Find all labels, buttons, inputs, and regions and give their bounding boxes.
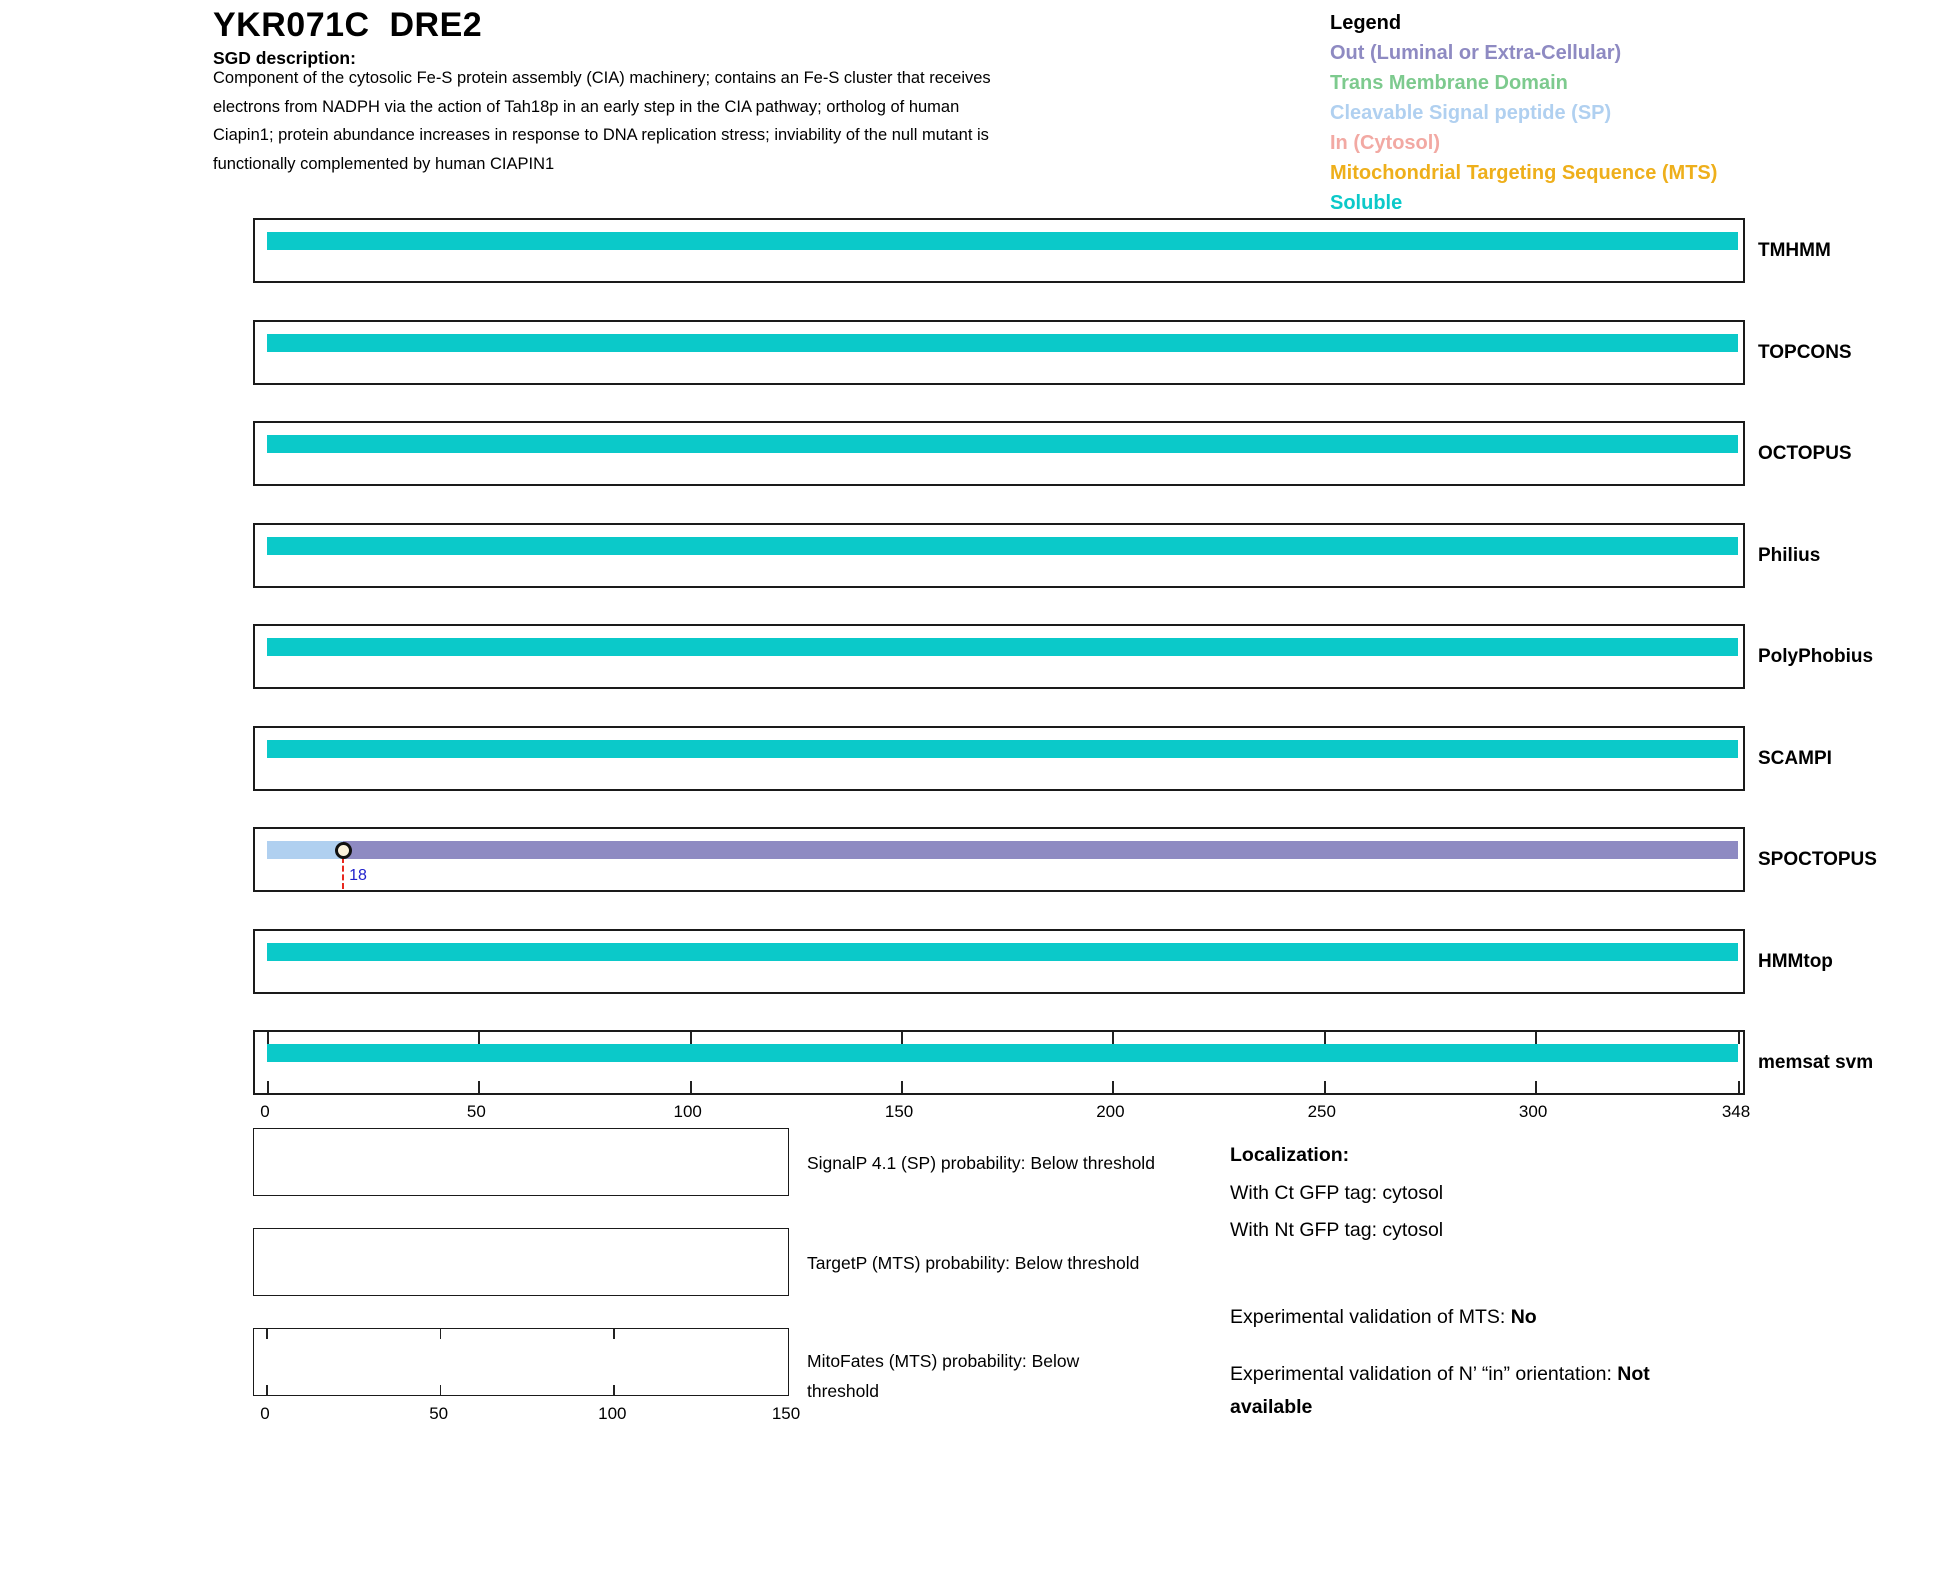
orientation-validation-prefix: Experimental validation of N’ “in” orientation: bbox=[1230, 1363, 1618, 1385]
signal-peptide-cut-marker bbox=[335, 842, 352, 859]
sgd-description-label: SGD description: bbox=[213, 48, 356, 68]
probability-axis-label-100: 100 bbox=[598, 1404, 627, 1423]
axis-tick-top bbox=[690, 1032, 692, 1044]
legend-items bbox=[1330, 38, 1717, 218]
track-label-hmmtop: HMMtop bbox=[1758, 950, 1833, 972]
residue-axis-label-300: 300 bbox=[1518, 1102, 1548, 1121]
residue-axis-label-150: 150 bbox=[884, 1102, 914, 1121]
probability-label-mitofates: MitoFates (MTS) probability: Below threshold bbox=[807, 1351, 1080, 1401]
probability-label-signalp: SignalP 4.1 (SP) probability: Below threshold bbox=[807, 1153, 1155, 1173]
mts-validation-value: No bbox=[1510, 1306, 1537, 1328]
segment-soluble-philius bbox=[267, 537, 1738, 555]
localization-line-2: With Nt GFP tag: cytosol bbox=[1230, 1219, 1444, 1241]
axis-tick-bottom bbox=[1324, 1081, 1326, 1093]
legend-item-trans-membrane-domain: Trans Membrane Domain bbox=[1330, 72, 1568, 94]
signal-peptide-cut-label: 18 bbox=[349, 867, 367, 884]
segment-soluble-octopus bbox=[267, 435, 1738, 453]
track-label-scampi: SCAMPI bbox=[1758, 747, 1832, 769]
residue-axis-label-50: 50 bbox=[466, 1102, 486, 1121]
track-box-spoctopus bbox=[253, 827, 1745, 892]
legend-title: Legend bbox=[1330, 12, 1402, 34]
signal-peptide-cut-line bbox=[342, 857, 344, 889]
track-label-octopus: OCTOPUS bbox=[1758, 443, 1852, 464]
axis-tick-bottom bbox=[1738, 1081, 1740, 1093]
prob-tick-bottom bbox=[440, 1385, 442, 1395]
localization-line-1: With Ct GFP tag: cytosol bbox=[1230, 1182, 1444, 1204]
residue-axis-label-200: 200 bbox=[1096, 1102, 1125, 1121]
probability-box-targetp bbox=[253, 1228, 789, 1296]
track-label-philius: Philius bbox=[1758, 544, 1821, 566]
axis-tick-bottom bbox=[1535, 1081, 1537, 1093]
probability-box-mitofates bbox=[253, 1328, 789, 1396]
residue-axis-label-348: 348 bbox=[1721, 1102, 1751, 1121]
prob-tick-top bbox=[613, 1329, 615, 1339]
prob-tick-bottom bbox=[613, 1385, 615, 1395]
track-box-topcons bbox=[253, 320, 1745, 385]
axis-tick-bottom bbox=[901, 1081, 903, 1093]
axis-tick-top bbox=[1535, 1032, 1537, 1044]
prob-tick-top bbox=[266, 1329, 268, 1339]
mts-validation-prefix: Experimental validation of MTS: bbox=[1230, 1306, 1511, 1328]
legend-item-cleavable-signal-peptide-sp-: Cleavable Signal peptide (SP) bbox=[1330, 102, 1612, 124]
legend-item-soluble: Soluble bbox=[1330, 192, 1403, 214]
legend-item-out-luminal-or-extra-cellular-: Out (Luminal or Extra-Cellular) bbox=[1330, 42, 1622, 64]
probability-axis-label-150: 150 bbox=[771, 1404, 801, 1423]
axis-tick-bottom bbox=[478, 1081, 480, 1093]
track-box-tmhmm bbox=[253, 218, 1745, 283]
legend-item-in-cytosol-: In (Cytosol) bbox=[1330, 132, 1440, 154]
axis-tick-top bbox=[901, 1032, 903, 1044]
axis-tick-bottom bbox=[267, 1081, 269, 1093]
sgd-description-text: Component of the cytosolic Fe-S protein assembly (CIA) machinery; contains an Fe-S cluster that receives electrons from NADPH via the action of Tah18p in an early step in the CIA pathway; ortholog of human Ciapin1; protein abundance increases in response to DNA replication stress; inviability of the null mutant is functionally complemented by human CIAPIN1 bbox=[213, 69, 991, 173]
track-label-spoctopus: SPOCTOPUS bbox=[1758, 849, 1877, 870]
segment-soluble-tmhmm bbox=[267, 232, 1738, 250]
segment-soluble-scampi bbox=[267, 740, 1738, 758]
segment-soluble-topcons bbox=[267, 334, 1738, 352]
segment-soluble-polyphobius bbox=[267, 638, 1738, 656]
track-label-topcons: TOPCONS bbox=[1758, 341, 1852, 363]
probability-axis-label-0: 0 bbox=[260, 1404, 270, 1423]
axis-tick-top bbox=[267, 1032, 269, 1044]
track-box-hmmtop bbox=[253, 929, 1745, 994]
legend bbox=[1330, 8, 1717, 218]
segment-out-spoctopus bbox=[343, 841, 1738, 859]
segment-soluble-hmmtop bbox=[267, 943, 1738, 961]
residue-axis-label-100: 100 bbox=[673, 1102, 702, 1121]
track-box-scampi bbox=[253, 726, 1745, 791]
track-box-polyphobius bbox=[253, 624, 1745, 689]
page-title: YKR071C DRE2 bbox=[213, 6, 483, 44]
segment-soluble-memsat-svm bbox=[267, 1044, 1738, 1062]
track-label-tmhmm: TMHMM bbox=[1758, 240, 1831, 261]
orientation-validation-value: Not available bbox=[1230, 1363, 1650, 1418]
localization-title: Localization: bbox=[1230, 1144, 1350, 1166]
orientation-validation-line bbox=[1230, 1358, 1708, 1424]
axis-tick-top bbox=[1738, 1032, 1740, 1044]
track-box-philius bbox=[253, 523, 1745, 588]
residue-axis-label-0: 0 bbox=[260, 1102, 270, 1121]
track-box-memsat-svm bbox=[253, 1030, 1745, 1095]
probability-axis-label-50: 50 bbox=[429, 1404, 449, 1423]
track-label-memsat-svm: memsat svm bbox=[1758, 1052, 1874, 1073]
probability-label-targetp: TargetP (MTS) probability: Below threshold bbox=[807, 1253, 1140, 1273]
prob-tick-top bbox=[440, 1329, 442, 1339]
axis-tick-top bbox=[1324, 1032, 1326, 1044]
residue-axis-label-250: 250 bbox=[1307, 1102, 1336, 1121]
axis-tick-bottom bbox=[1112, 1081, 1114, 1093]
probability-box-signalp bbox=[253, 1128, 789, 1196]
track-box-octopus bbox=[253, 421, 1745, 486]
axis-tick-bottom bbox=[690, 1081, 692, 1093]
axis-tick-top bbox=[478, 1032, 480, 1044]
prob-tick-bottom bbox=[266, 1385, 268, 1395]
axis-tick-top bbox=[1112, 1032, 1114, 1044]
mts-validation-line bbox=[1230, 1306, 1537, 1329]
legend-item-mitochondrial-targeting-sequence-mts-: Mitochondrial Targeting Sequence (MTS) bbox=[1330, 162, 1718, 184]
segment-sp-spoctopus bbox=[267, 841, 343, 859]
track-label-polyphobius: PolyPhobius bbox=[1758, 646, 1874, 667]
